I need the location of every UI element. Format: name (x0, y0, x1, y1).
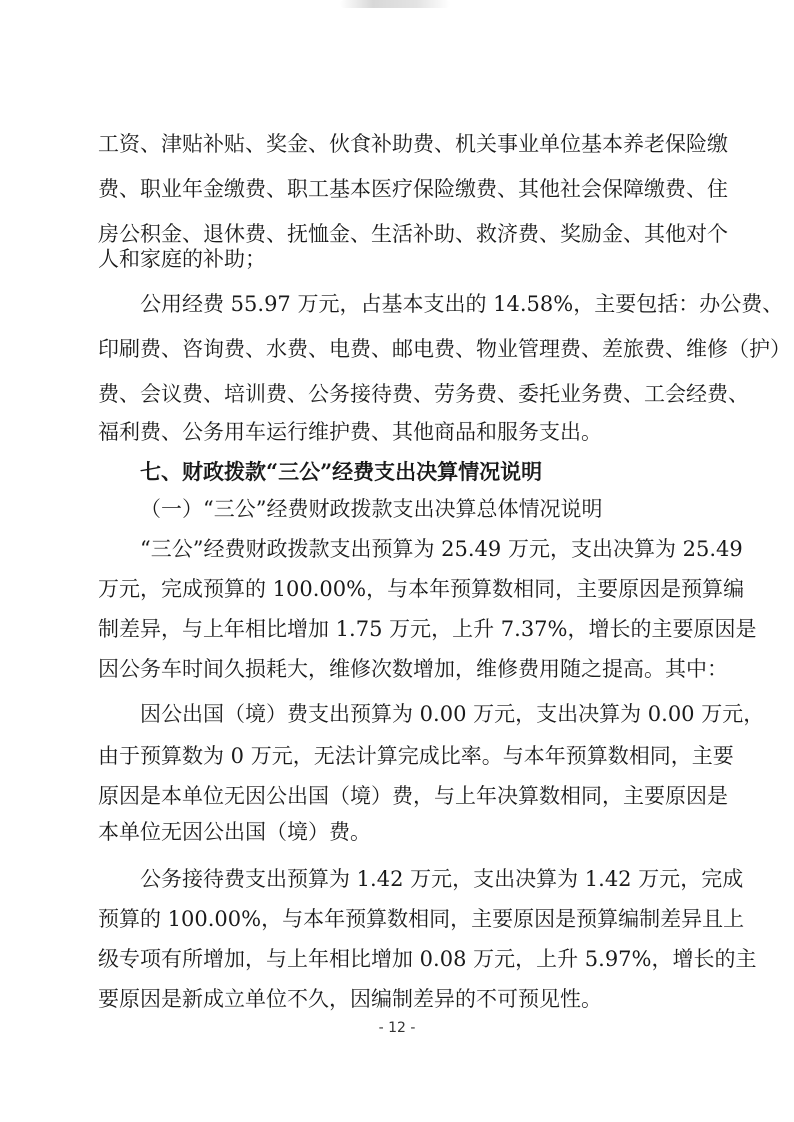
paragraph-line: 本单位无因公出国（境）费。 (98, 820, 371, 844)
paragraph-line: 印刷费、咨询费、水费、电费、邮电费、物业管理费、差旅费、维修（护） (98, 337, 791, 361)
paragraph-line: 原因是本单位无因公出国（境）费，与上年决算数相同，主要原因是 (98, 784, 728, 808)
section-heading: 七、财政拨款“三公”经费支出决算情况说明 (140, 459, 543, 484)
paragraph-line: 费、会议费、培训费、公务接待费、劳务费、委托业务费、工会经费、 (98, 382, 749, 406)
paragraph-line: 因公出国（境）费支出预算为 0.00 万元，支出决算为 0.00 万元， (140, 702, 765, 726)
paragraph-line: 由于预算数为 0 万元，无法计算完成比率。与本年预算数相同，主要 (98, 744, 734, 768)
scan-artifact (340, 0, 450, 8)
paragraph-line: “三公”经费财政拨款支出预算为 25.49 万元，支出决算为 25.49 (140, 537, 743, 561)
paragraph-line: 公用经费 55.97 万元，占基本支出的 14.58%，主要包括：办公费、 (140, 292, 784, 316)
page-number: - 12 - (378, 1020, 416, 1036)
subsection-heading: （一）“三公”经费财政拨款支出决算总体情况说明 (140, 497, 603, 521)
paragraph-line: 制差异，与上年相比增加 1.75 万元，上升 7.37%，增长的主要原因是 (98, 617, 757, 641)
paragraph-line: 工资、津贴补贴、奖金、伙食补助费、机关事业单位基本养老保险缴 (98, 132, 728, 156)
paragraph-line: 福利费、公务用车运行维护费、其他商品和服务支出。 (98, 420, 602, 444)
paragraph-line: 预算的 100.00%，与本年预算数相同，主要原因是预算编制差异且上 (98, 907, 745, 931)
paragraph-line: 公务接待费支出预算为 1.42 万元，支出决算为 1.42 万元，完成 (140, 867, 744, 891)
paragraph-line: 级专项有所增加，与上年相比增加 0.08 万元，上升 5.97%，增长的主 (98, 947, 757, 971)
paragraph-line: 房公积金、退休费、抚恤金、生活补助、救济费、奖励金、其他对个 (98, 222, 728, 246)
paragraph-line: 要原因是新成立单位不久，因编制差异的不可预见性。 (98, 987, 602, 1011)
paragraph-line: 人和家庭的补助； (98, 247, 266, 271)
paragraph-line: 因公务车时间久损耗大，维修次数增加，维修费用随之提高。其中： (98, 657, 728, 681)
paragraph-line: 万元，完成预算的 100.00%，与本年预算数相同，主要原因是预算编 (98, 577, 745, 601)
paragraph-line: 费、职业年金缴费、职工基本医疗保险缴费、其他社会保障缴费、住 (98, 177, 728, 201)
